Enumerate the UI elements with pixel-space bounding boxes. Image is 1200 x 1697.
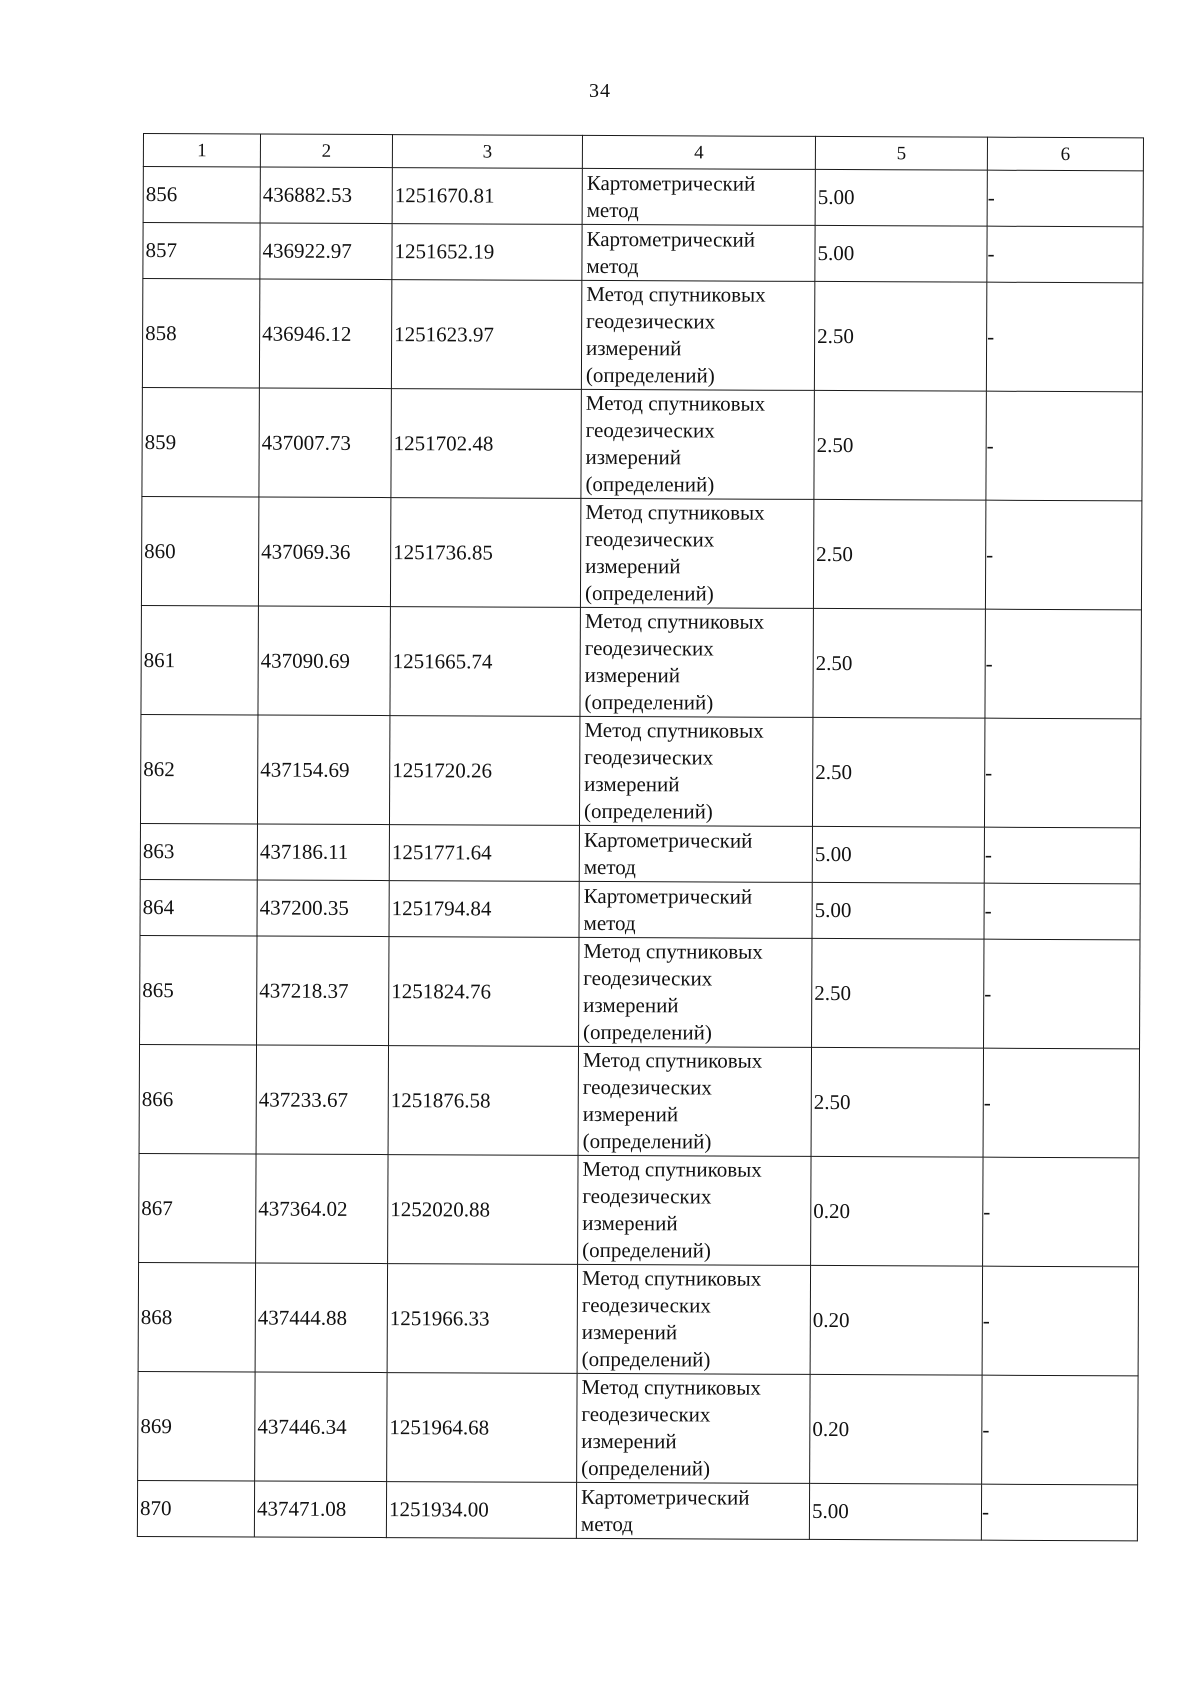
point-number-cell: 858 xyxy=(142,279,259,389)
point-number-cell: 867 xyxy=(139,1153,256,1263)
note-cell: - xyxy=(983,1157,1139,1267)
coordinates-table xyxy=(137,133,1144,1541)
x-coordinate-cell: 436882.53 xyxy=(260,167,392,224)
accuracy-cell: 2.50 xyxy=(813,499,985,609)
method-cell: Картометрический метод xyxy=(576,1482,809,1539)
note-cell: - xyxy=(984,718,1140,828)
y-coordinate-cell: 1251771.64 xyxy=(389,825,579,882)
point-number-cell: 862 xyxy=(140,714,257,824)
y-coordinate-cell: 1251964.68 xyxy=(387,1373,577,1483)
x-coordinate-cell: 437446.34 xyxy=(255,1372,387,1482)
x-coordinate-cell: 437364.02 xyxy=(256,1154,388,1264)
point-number-cell: 860 xyxy=(141,496,258,606)
accuracy-cell: 0.20 xyxy=(810,1265,982,1375)
table-header-row xyxy=(143,134,1143,171)
accuracy-cell: 5.00 xyxy=(815,225,987,282)
point-number-cell: 865 xyxy=(140,935,257,1045)
column-header: 2 xyxy=(260,134,392,168)
accuracy-cell: 5.00 xyxy=(809,1483,981,1540)
method-cell: Метод спутниковых геодезических измерений (определений) xyxy=(577,1373,810,1483)
x-coordinate-cell: 436946.12 xyxy=(259,279,391,389)
y-coordinate-cell: 1251966.33 xyxy=(387,1264,577,1374)
note-cell: - xyxy=(985,500,1141,610)
table-row xyxy=(139,1153,1139,1266)
y-coordinate-cell: 1251623.97 xyxy=(391,280,581,390)
table-row xyxy=(139,1044,1139,1157)
accuracy-cell: 5.00 xyxy=(815,169,987,226)
y-coordinate-cell: 1251934.00 xyxy=(386,1482,576,1539)
y-coordinate-cell: 1251702.48 xyxy=(391,389,581,499)
y-coordinate-cell: 1251720.26 xyxy=(389,716,579,826)
method-cell: Метод спутниковых геодезических измерений (определений) xyxy=(579,937,812,1047)
column-header: 6 xyxy=(987,137,1143,171)
y-coordinate-cell: 1251824.76 xyxy=(389,937,579,1047)
accuracy-cell: 2.50 xyxy=(812,717,984,827)
x-coordinate-cell: 437471.08 xyxy=(254,1481,386,1538)
note-cell: - xyxy=(984,883,1140,940)
x-coordinate-cell: 437154.69 xyxy=(257,715,389,825)
accuracy-cell: 2.50 xyxy=(814,281,986,391)
y-coordinate-cell: 1251794.84 xyxy=(389,881,579,938)
accuracy-cell: 2.50 xyxy=(813,608,985,718)
accuracy-cell: 2.50 xyxy=(814,390,986,500)
note-cell: - xyxy=(987,226,1143,283)
method-cell: Картометрический метод xyxy=(579,881,812,938)
y-coordinate-cell: 1251876.58 xyxy=(388,1046,578,1156)
method-cell: Метод спутниковых геодезических измерений (определений) xyxy=(578,1155,811,1265)
table-row xyxy=(140,823,1140,883)
method-cell: Метод спутниковых геодезических измерений (определений) xyxy=(578,1046,811,1156)
x-coordinate-cell: 437444.88 xyxy=(255,1263,387,1373)
y-coordinate-cell: 1251736.85 xyxy=(390,498,580,608)
table-row xyxy=(140,879,1140,939)
method-cell: Картометрический метод xyxy=(579,825,812,882)
table-row xyxy=(140,935,1140,1048)
table-row xyxy=(142,387,1142,500)
method-cell: Метод спутниковых геодезических измерений (определений) xyxy=(579,716,812,826)
point-number-cell: 866 xyxy=(139,1044,256,1154)
accuracy-cell: 0.20 xyxy=(810,1374,982,1484)
point-number-cell: 864 xyxy=(140,879,257,936)
column-header: 5 xyxy=(815,136,987,170)
x-coordinate-cell: 437090.69 xyxy=(258,606,390,716)
note-cell: - xyxy=(985,609,1141,719)
x-coordinate-cell: 437186.11 xyxy=(257,824,389,881)
note-cell: - xyxy=(982,1375,1138,1485)
accuracy-cell: 0.20 xyxy=(811,1156,983,1266)
note-cell: - xyxy=(986,391,1142,501)
point-number-cell: 863 xyxy=(140,823,257,880)
point-number-cell: 857 xyxy=(143,223,260,280)
table-row xyxy=(138,1262,1138,1375)
table-row xyxy=(143,167,1143,227)
x-coordinate-cell: 437218.37 xyxy=(257,936,389,1046)
table-row xyxy=(138,1371,1138,1484)
table-row xyxy=(140,714,1140,827)
point-number-cell: 870 xyxy=(137,1480,254,1537)
x-coordinate-cell: 436922.97 xyxy=(260,223,392,280)
method-cell: Метод спутниковых геодезических измерений (определений) xyxy=(580,498,813,608)
column-header: 4 xyxy=(582,135,815,169)
note-cell: - xyxy=(987,170,1143,227)
point-number-cell: 856 xyxy=(143,167,260,224)
method-cell: Метод спутниковых геодезических измерений (определений) xyxy=(581,280,814,390)
point-number-cell: 869 xyxy=(138,1371,255,1481)
column-header: 3 xyxy=(392,135,582,169)
x-coordinate-cell: 437200.35 xyxy=(257,880,389,937)
point-number-cell: 859 xyxy=(142,387,259,497)
note-cell: - xyxy=(984,939,1140,1049)
method-cell: Картометрический метод xyxy=(582,168,815,225)
accuracy-cell: 5.00 xyxy=(812,882,984,939)
table-row xyxy=(142,279,1142,392)
note-cell: - xyxy=(981,1484,1137,1541)
table-row xyxy=(141,496,1141,609)
method-cell: Картометрический метод xyxy=(582,224,815,281)
y-coordinate-cell: 1251652.19 xyxy=(392,224,582,281)
accuracy-cell: 2.50 xyxy=(812,938,984,1048)
point-number-cell: 868 xyxy=(138,1262,255,1372)
page-number: 34 xyxy=(589,80,611,102)
method-cell: Метод спутниковых геодезических измерений (определений) xyxy=(577,1264,810,1374)
note-cell: - xyxy=(986,282,1142,392)
note-cell: - xyxy=(982,1266,1138,1376)
table-row xyxy=(137,1480,1137,1540)
x-coordinate-cell: 437069.36 xyxy=(258,497,390,607)
method-cell: Метод спутниковых геодезических измерений (определений) xyxy=(581,389,814,499)
y-coordinate-cell: 1251665.74 xyxy=(390,607,580,717)
x-coordinate-cell: 437007.73 xyxy=(259,388,391,498)
y-coordinate-cell: 1252020.88 xyxy=(388,1155,578,1265)
table-row xyxy=(141,605,1141,718)
y-coordinate-cell: 1251670.81 xyxy=(392,168,582,225)
x-coordinate-cell: 437233.67 xyxy=(256,1045,388,1155)
accuracy-cell: 5.00 xyxy=(812,826,984,883)
method-cell: Метод спутниковых геодезических измерений (определений) xyxy=(580,607,813,717)
note-cell: - xyxy=(984,827,1140,884)
table-row xyxy=(143,223,1143,283)
accuracy-cell: 2.50 xyxy=(811,1047,983,1157)
point-number-cell: 861 xyxy=(141,605,258,715)
note-cell: - xyxy=(983,1048,1139,1158)
column-header: 1 xyxy=(143,134,260,168)
